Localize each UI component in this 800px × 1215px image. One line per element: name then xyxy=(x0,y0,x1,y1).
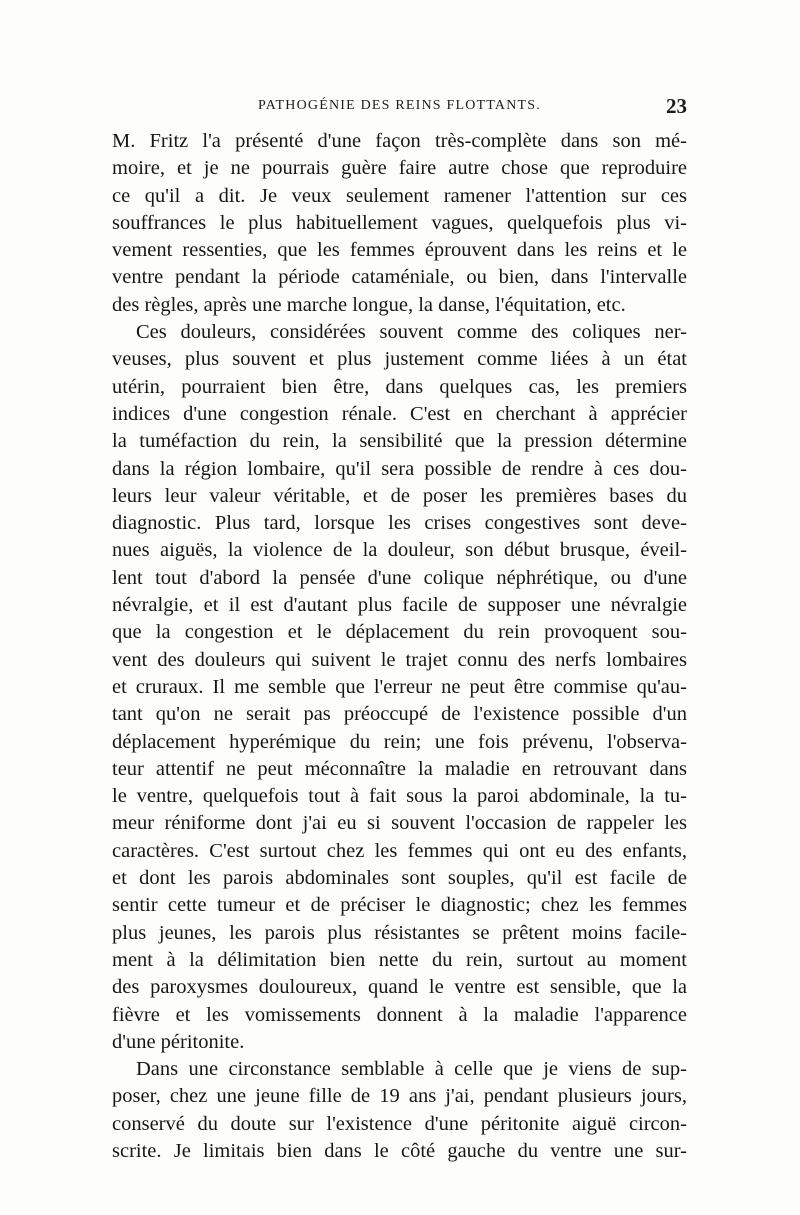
text-line: névralgie, et il est d'autant plus facile de supposer une névralgie xyxy=(112,594,687,617)
text-line: sentir cette tumeur et de préciser le diagnostic; chez les femmes xyxy=(112,894,687,917)
text-line: utérin, pourraient bien être, dans quelques cas, les premiers xyxy=(112,375,687,398)
text-line: vement ressenties, que les femmes éprouvent dans les reins et le xyxy=(112,239,687,262)
text-line: veuses, plus souvent et plus justement comme liées à un état xyxy=(112,348,687,371)
text-line: vent des douleurs qui suivent le trajet connu des nerfs lombaires xyxy=(112,648,687,671)
text-line: ventre pendant la période cataméniale, ou bien, dans l'intervalle xyxy=(112,266,687,289)
text-line: lent tout d'abord la pensée d'une colique néphrétique, ou d'une xyxy=(112,566,687,589)
text-line: conservé du doute sur l'existence d'une péritonite aiguë circon- xyxy=(112,1112,687,1135)
text-line: indices d'une congestion rénale. C'est en cherchant à apprécier xyxy=(112,402,687,425)
text-line: leurs leur valeur véritable, et de poser les premières bases du xyxy=(112,484,687,507)
paragraph-start-line: Ces douleurs, considérées souvent comme des coliques ner- xyxy=(136,321,687,344)
running-title: PATHOGÉNIE DES REINS FLOTTANTS. xyxy=(258,98,541,113)
text-line: des paroxysmes douloureux, quand le ventre est sensible, que la xyxy=(112,976,687,999)
text-line: fièvre et les vomissements donnent à la maladie l'apparence xyxy=(112,1003,687,1026)
text-line: que la congestion et le déplacement du rein provoquent sou- xyxy=(112,621,687,644)
text-line: la tuméfaction du rein, la sensibilité que la pression détermine xyxy=(112,430,687,453)
text-line: diagnostic. Plus tard, lorsque les crises congestives sont deve- xyxy=(112,512,687,535)
paragraph-start-line: Dans une circonstance semblable à celle que je viens de sup- xyxy=(136,1058,687,1081)
text-line: moire, et je ne pourrais guère faire autre chose que reproduire xyxy=(112,157,687,180)
text-line: le ventre, quelquefois tout à fait sous la paroi abdominale, la tu- xyxy=(112,785,687,808)
text-line: poser, chez une jeune fille de 19 ans j'ai, pendant plusieurs jours, xyxy=(112,1085,687,1108)
text-line: d'une péritonite. xyxy=(112,1030,245,1053)
body-text xyxy=(112,128,687,1165)
text-line: nues aiguës, la violence de la douleur, son début brusque, éveil- xyxy=(112,539,687,562)
text-line: ce qu'il a dit. Je veux seulement ramener l'attention sur ces xyxy=(112,184,687,207)
text-line: déplacement hyperémique du rein; une fois prévenu, l'observa- xyxy=(112,730,687,753)
text-line: souffrances le plus habituellement vagues, quelquefois plus vi- xyxy=(112,211,687,234)
text-line: plus jeunes, les parois plus résistantes se prêtent moins facile- xyxy=(112,921,687,944)
text-line: dans la région lombaire, qu'il sera possible de rendre à ces dou- xyxy=(112,457,687,480)
text-line: tant qu'on ne serait pas préoccupé de l'existence possible d'un xyxy=(112,703,687,726)
text-line: des règles, après une marche longue, la danse, l'équitation, etc. xyxy=(112,293,626,316)
text-line: et cruraux. Il me semble que l'erreur ne peut être commise qu'au- xyxy=(112,675,687,698)
text-line: teur attentif ne peut méconnaître la maladie en retrouvant dans xyxy=(112,757,687,780)
page-header xyxy=(112,96,687,120)
text-line: meur réniforme dont j'ai eu si souvent l'occasion de rappeler les xyxy=(112,812,687,835)
text-line: scrite. Je limitais bien dans le côté gauche du ventre une sur- xyxy=(112,1139,687,1162)
text-line: ment à la délimitation bien nette du rein, surtout au moment xyxy=(112,948,687,971)
page-number: 23 xyxy=(666,94,687,118)
text-line: M. Fritz l'a présenté d'une façon très-complète dans son mé- xyxy=(112,130,687,152)
text-line: et dont les parois abdominales sont souples, qu'il est facile de xyxy=(112,867,687,890)
text-line: caractères. C'est surtout chez les femmes qui ont eu des enfants, xyxy=(112,839,687,862)
